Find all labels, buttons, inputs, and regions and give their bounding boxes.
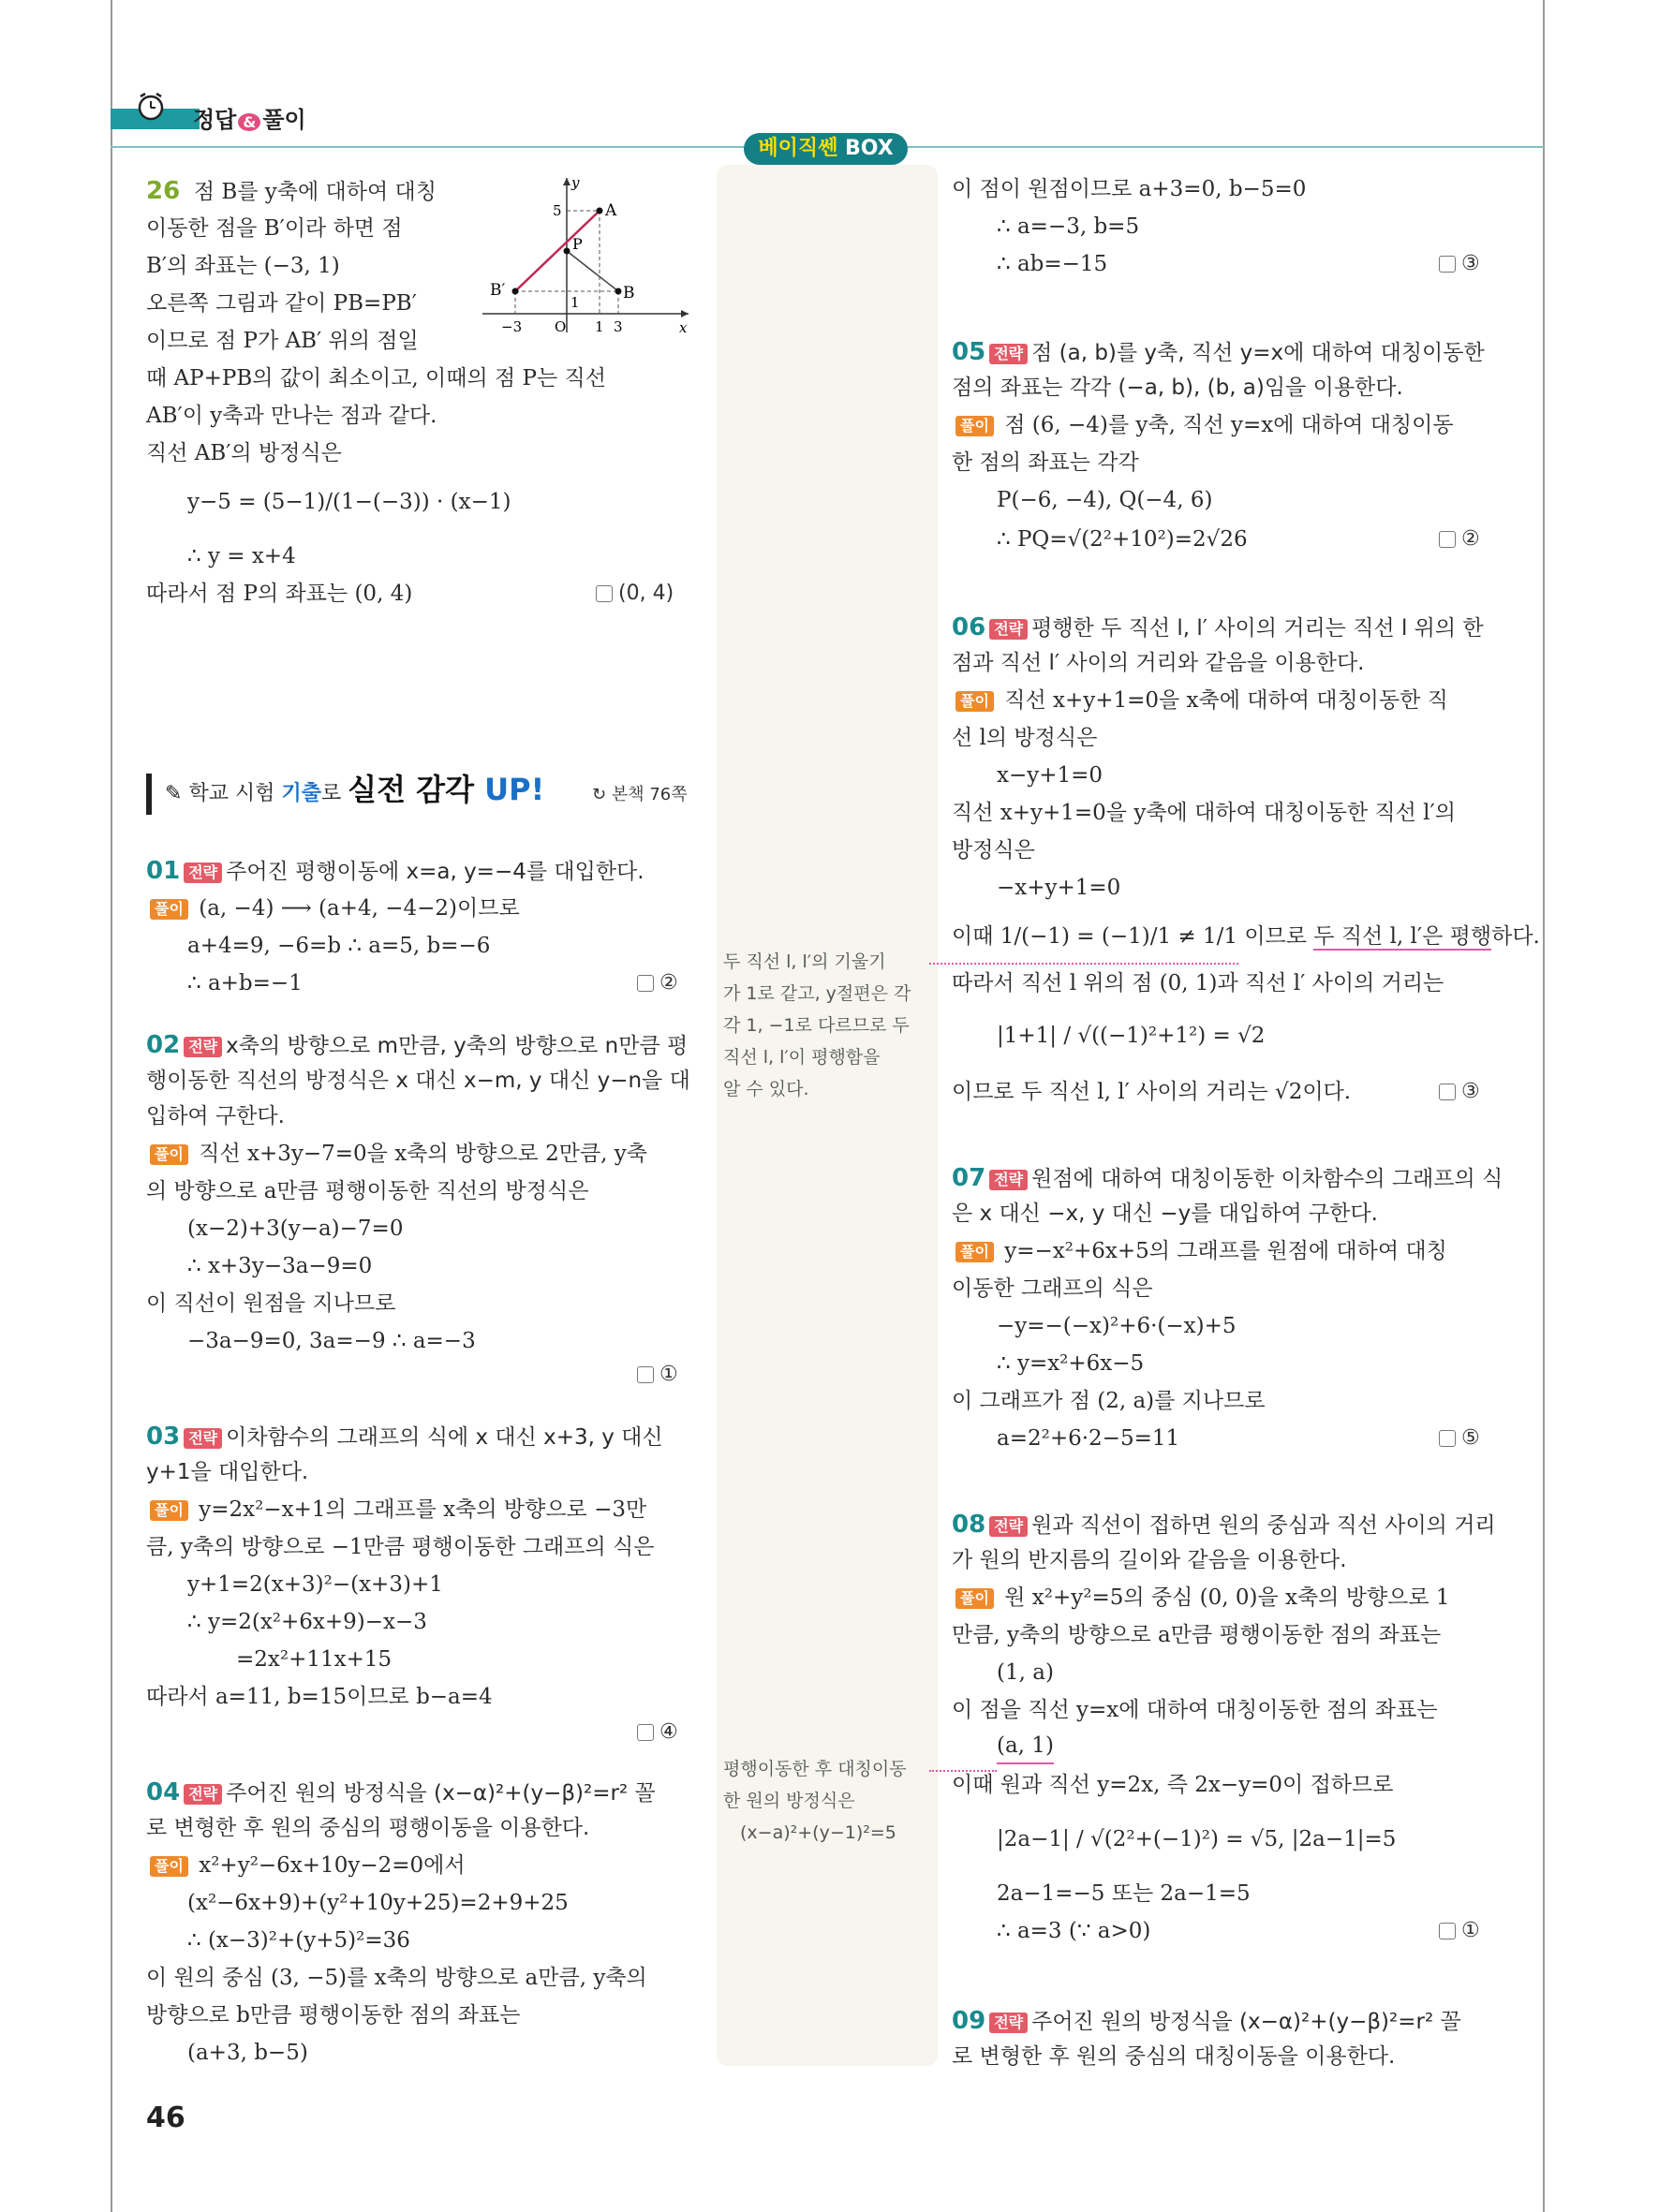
- svg-text:B: B: [623, 284, 635, 302]
- equation-line: ∴ PQ=√(2²+10²)=2√26: [997, 527, 1248, 552]
- equation-line: ∴ a=3 (∵ a>0): [997, 1919, 1151, 1943]
- problem-06-solution: 풀이 직선 x+y+1=0을 x축에 대하여 대칭이동한 직: [952, 682, 1448, 719]
- point-p: [564, 248, 570, 255]
- equation-line: ∴ a+b=−1: [187, 971, 303, 995]
- solution-line: 한 점의 좌표는 각각: [952, 450, 1139, 475]
- svg-text:B′: B′: [490, 281, 506, 300]
- problem-26-line: 오른쪽 그림과 같이 PB=PB′: [146, 291, 417, 316]
- problem-03-solution: 풀이 y=2x²−x+1의 그래프를 x축의 방향으로 −3만: [146, 1491, 646, 1528]
- answer-07: ⑤: [1439, 1420, 1480, 1457]
- equation-line: (x−2)+3(y−a)−7=0: [187, 1217, 404, 1241]
- solution-line: 이때 1/(−1) = (−1)/1 ≠ 1/1 이므로 두 직선 l, l′은 평행하다.: [952, 924, 1540, 949]
- equation-line: (a+3, b−5): [187, 2041, 308, 2065]
- answer-08: ①: [1439, 1912, 1480, 1950]
- svg-text:O: O: [555, 318, 567, 335]
- x-axis-arrow: [681, 310, 689, 317]
- problem-07-strategy: 07 전략 원점에 대하여 대칭이동한 이차함수의 그래프의 식: [952, 1164, 1503, 1192]
- equation-line: ∴ (x−3)²+(y+5)²=36: [187, 1928, 410, 1953]
- equation-line: ∴ x+3y−3a−9=0: [187, 1254, 373, 1278]
- problem-04-strategy-line: 로 변형한 후 원의 중심의 평행이동을 이용한다.: [146, 1816, 590, 1840]
- answer-icon: [1439, 1923, 1456, 1939]
- segment-pb: [567, 251, 618, 291]
- problem-06-strategy: 06 전략 평행한 두 직선 l, l′ 사이의 거리는 직선 l 위의 한: [952, 613, 1484, 641]
- point-b-prime: [512, 288, 519, 295]
- problem-05-strategy: 05 전략 점 (a, b)를 y축, 직선 y=x에 대하여 대칭이동한: [952, 338, 1485, 366]
- equation-line: a=2²+6·2−5=11: [997, 1426, 1180, 1451]
- solution-line: 이 그래프가 점 (2, a)를 지나므로: [952, 1389, 1266, 1413]
- problem-01-solution: 풀이 (a, −4) ⟶ (a+4, −4−2)이므로: [146, 890, 520, 927]
- segment-ab-prime: [515, 211, 600, 291]
- problem-26-line: 이므로 점 P가 AB′ 위의 점일: [146, 329, 419, 353]
- equation-line: P(−6, −4), Q(−4, 6): [997, 488, 1213, 512]
- solution-line: 이 점을 직선 y=x에 대하여 대칭이동한 점의 좌표는: [952, 1698, 1438, 1722]
- problem-26-line: B′의 좌표는 (−3, 1): [146, 254, 340, 278]
- svg-text:1: 1: [570, 294, 580, 311]
- equation-line: =2x²+11x+15: [236, 1647, 393, 1672]
- problem-02-solution: 풀이 직선 x+3y−7=0을 x축의 방향으로 2만큼, y축: [146, 1135, 647, 1172]
- svg-text:x: x: [679, 319, 688, 336]
- basic-box-tag: 베이직쎈 BOX: [744, 133, 908, 165]
- answer-03: ④: [637, 1714, 678, 1751]
- solution-line: 이동한 그래프의 식은: [952, 1276, 1153, 1301]
- answer-04: ③: [1439, 245, 1480, 283]
- problem-04-strategy: 04 전략 주어진 원의 방정식을 (x−α)²+(y−β)²=r² 꼴: [146, 1778, 656, 1806]
- problem-09-strategy-line: 로 변형한 후 원의 중심의 대칭이동을 이용한다.: [952, 2044, 1396, 2069]
- problem-08-strategy: 08 전략 원과 직선이 접하면 원의 중심과 직선 사이의 거리: [952, 1511, 1496, 1539]
- section-title: ✎ 학교 시험 기출로 실전 감각 UP!: [165, 772, 545, 807]
- equation-line: 2a−1=−5 또는 2a−1=5: [997, 1881, 1251, 1906]
- equation-line: ∴ y=x²+6x−5: [997, 1351, 1145, 1376]
- page-border-left: [111, 0, 112, 2212]
- problem-08-strategy-line: 가 원의 반지름의 길이와 같음을 이용한다.: [952, 1548, 1347, 1572]
- solution-line: 이므로 두 직선 l, l′ 사이의 거리는 √2이다.: [952, 1080, 1352, 1104]
- equation-line: −3a−9=0, 3a=−9 ∴ a=−3: [187, 1329, 476, 1353]
- problem-09-strategy: 09 전략 주어진 원의 방정식을 (x−α)²+(y−β)²=r² 꼴: [952, 2007, 1461, 2035]
- answer-06: ③: [1439, 1073, 1480, 1111]
- problem-02-strategy-line: 행이동한 직선의 방정식은 x 대신 x−m, y 대신 y−n을 대: [146, 1069, 690, 1093]
- equation-line: ∴ a=−3, b=5: [997, 214, 1140, 239]
- problem-26-line: AB′이 y축과 만나는 점과 같다.: [146, 404, 437, 428]
- section-reference: ↻ 본책 76쪽: [592, 785, 688, 804]
- problem-08-solution: 풀이 원 x²+y²=5의 중심 (0, 0)을 x축의 방향으로 1: [952, 1579, 1450, 1616]
- solution-line: 방향으로 b만큼 평행이동한 점의 좌표는: [146, 2003, 521, 2028]
- solution-line: 이때 원과 직선 y=2x, 즉 2x−y=0이 접하므로: [952, 1773, 1394, 1797]
- problem-05-strategy-line: 점의 좌표는 각각 (−a, b), (b, a)임을 이용한다.: [952, 376, 1403, 400]
- solution-line: 만큼, y축의 방향으로 a만큼 평행이동한 점의 좌표는: [952, 1623, 1442, 1647]
- svg-text:1: 1: [595, 318, 604, 335]
- answer-icon: [637, 1724, 654, 1741]
- problem-04-solution: 풀이 x²+y²−6x+10y−2=0에서: [146, 1847, 466, 1884]
- margin-note-2: 평행이동한 후 대칭이동 한 원의 방정식은 (x−a)²+(y−1)²=5: [723, 1759, 907, 1843]
- equation-line: −x+y+1=0: [997, 876, 1121, 900]
- answer-icon: [1439, 1430, 1456, 1447]
- solution-line: 이 원의 중심 (3, −5)를 x축의 방향으로 a만큼, y축의: [146, 1966, 647, 1990]
- clock-icon: [135, 90, 167, 122]
- page-number: 46: [146, 2101, 185, 2134]
- solution-line: 의 방향으로 a만큼 평행이동한 직선의 방정식은: [146, 1179, 589, 1203]
- equation-line: |2a−1| / √(2²+(−1)²) = √5, |2a−1|=5: [997, 1827, 1397, 1851]
- problem-26-line: 따라서 점 P의 좌표는 (0, 4): [146, 582, 413, 606]
- equation-line: (x²−6x+9)+(y²+10y+25)=2+9+25: [187, 1891, 569, 1915]
- equation-line: ∴ y = x+4: [187, 544, 296, 568]
- equation-line: (a, 1): [997, 1729, 1054, 1764]
- pencil-icon: ✎: [165, 782, 183, 805]
- answer-icon: [1439, 1084, 1456, 1100]
- equation-line: a+4=9, −6=b ∴ a=5, b=−6: [187, 934, 491, 958]
- page-border-right: [1543, 0, 1545, 2212]
- solution-line: 선 l의 방정식은: [952, 726, 1098, 750]
- answer-icon: [637, 1366, 654, 1383]
- problem-26-line: 직선 AB′의 방정식은: [146, 441, 342, 465]
- problem-02-strategy-line: 입하여 구한다.: [146, 1104, 285, 1128]
- problem-26-line: 이동한 점을 B′이라 하면 점: [146, 216, 403, 241]
- section-bar: [146, 774, 152, 815]
- point-a: [597, 208, 603, 214]
- header-title: 정답 & 풀이: [193, 107, 306, 133]
- svg-text:5: 5: [553, 202, 562, 219]
- solution-line: 방정식은: [952, 838, 1035, 863]
- problem-03-strategy-line: y+1을 대입한다.: [146, 1460, 309, 1484]
- equation-line: x−y+1=0: [997, 763, 1104, 788]
- problem-02-strategy: 02 전략 x축의 방향으로 m만큼, y축의 방향으로 n만큼 평: [146, 1031, 689, 1059]
- problem-01-strategy: 01 전략 주어진 평행이동에 x=a, y=−4를 대입한다.: [146, 857, 644, 885]
- svg-text:−3: −3: [501, 318, 523, 335]
- answer-26: (0, 4): [596, 575, 674, 612]
- solution-line: 직선 x+y+1=0을 y축에 대하여 대칭이동한 직선 l′의: [952, 801, 1456, 825]
- problem-26-line1: 26 점 B를 y축에 대하여 대칭: [146, 177, 437, 205]
- solution-line: 따라서 직선 l 위의 점 (0, 1)과 직선 l′ 사이의 거리는: [952, 971, 1444, 995]
- svg-text:A: A: [605, 201, 617, 220]
- answer-icon: [637, 975, 654, 992]
- solution-line: 이 직선이 원점을 지나므로: [146, 1291, 396, 1316]
- equation-line: y+1=2(x+3)²−(x+3)+1: [187, 1572, 443, 1597]
- equation-line: ∴ y=2(x²+6x+9)−x−3: [187, 1610, 427, 1634]
- answer-icon: [1439, 256, 1456, 273]
- equation-line: y−5 = (5−1)/(1−(−3)) · (x−1): [187, 490, 511, 514]
- answer-icon: [1439, 531, 1456, 548]
- svg-text:y: y: [571, 174, 580, 191]
- y-axis-arrow: [563, 178, 570, 185]
- solution-line: 이 점이 원점이므로 a+3=0, b−5=0: [952, 177, 1307, 201]
- problem-06-strategy-line: 점과 직선 l′ 사이의 거리와 같음을 이용한다.: [952, 651, 1365, 675]
- point-b: [615, 288, 622, 295]
- solution-line: 큼, y축의 방향으로 −1만큼 평행이동한 그래프의 식은: [146, 1535, 655, 1559]
- equation-line: −y=−(−x)²+6·(−x)+5: [997, 1314, 1237, 1338]
- answer-icon: [596, 585, 613, 602]
- answer-01: ②: [637, 965, 678, 1002]
- problem-05-solution: 풀이 점 (6, −4)를 y축, 직선 y=x에 대하여 대칭이동: [952, 406, 1454, 444]
- problem-26-line: 때 AP+PB의 값이 최소이고, 이때의 점 P는 직선: [146, 366, 606, 391]
- problem-07-solution: 풀이 y=−x²+6x+5의 그래프를 원점에 대하여 대칭: [952, 1232, 1447, 1270]
- problem-07-strategy-line: 은 x 대신 −x, y 대신 −y를 대입하여 구한다.: [952, 1202, 1378, 1226]
- svg-text:3: 3: [614, 318, 623, 335]
- figure-26: [473, 169, 693, 337]
- problem-03-strategy: 03 전략 이차함수의 그래프의 식에 x 대신 x+3, y 대신: [146, 1423, 663, 1451]
- svg-text:P: P: [572, 235, 583, 253]
- solution-line: 따라서 a=11, b=15이므로 b−a=4: [146, 1685, 493, 1709]
- equation-line: ∴ ab=−15: [997, 252, 1108, 276]
- equation-line: (1, a): [997, 1660, 1054, 1685]
- refresh-icon: ↻: [592, 785, 607, 804]
- answer-05: ②: [1439, 521, 1480, 558]
- answer-02: ①: [637, 1356, 678, 1394]
- equation-line: |1+1| / √((−1)²+1²) = √2: [997, 1024, 1266, 1048]
- margin-note-1: 두 직선 l, l′의 기울기 가 1로 같고, y절편은 각 각 1, −1로 다르므로 두 직선 l, l′이 평행함을 알 수 있다.: [723, 951, 911, 1099]
